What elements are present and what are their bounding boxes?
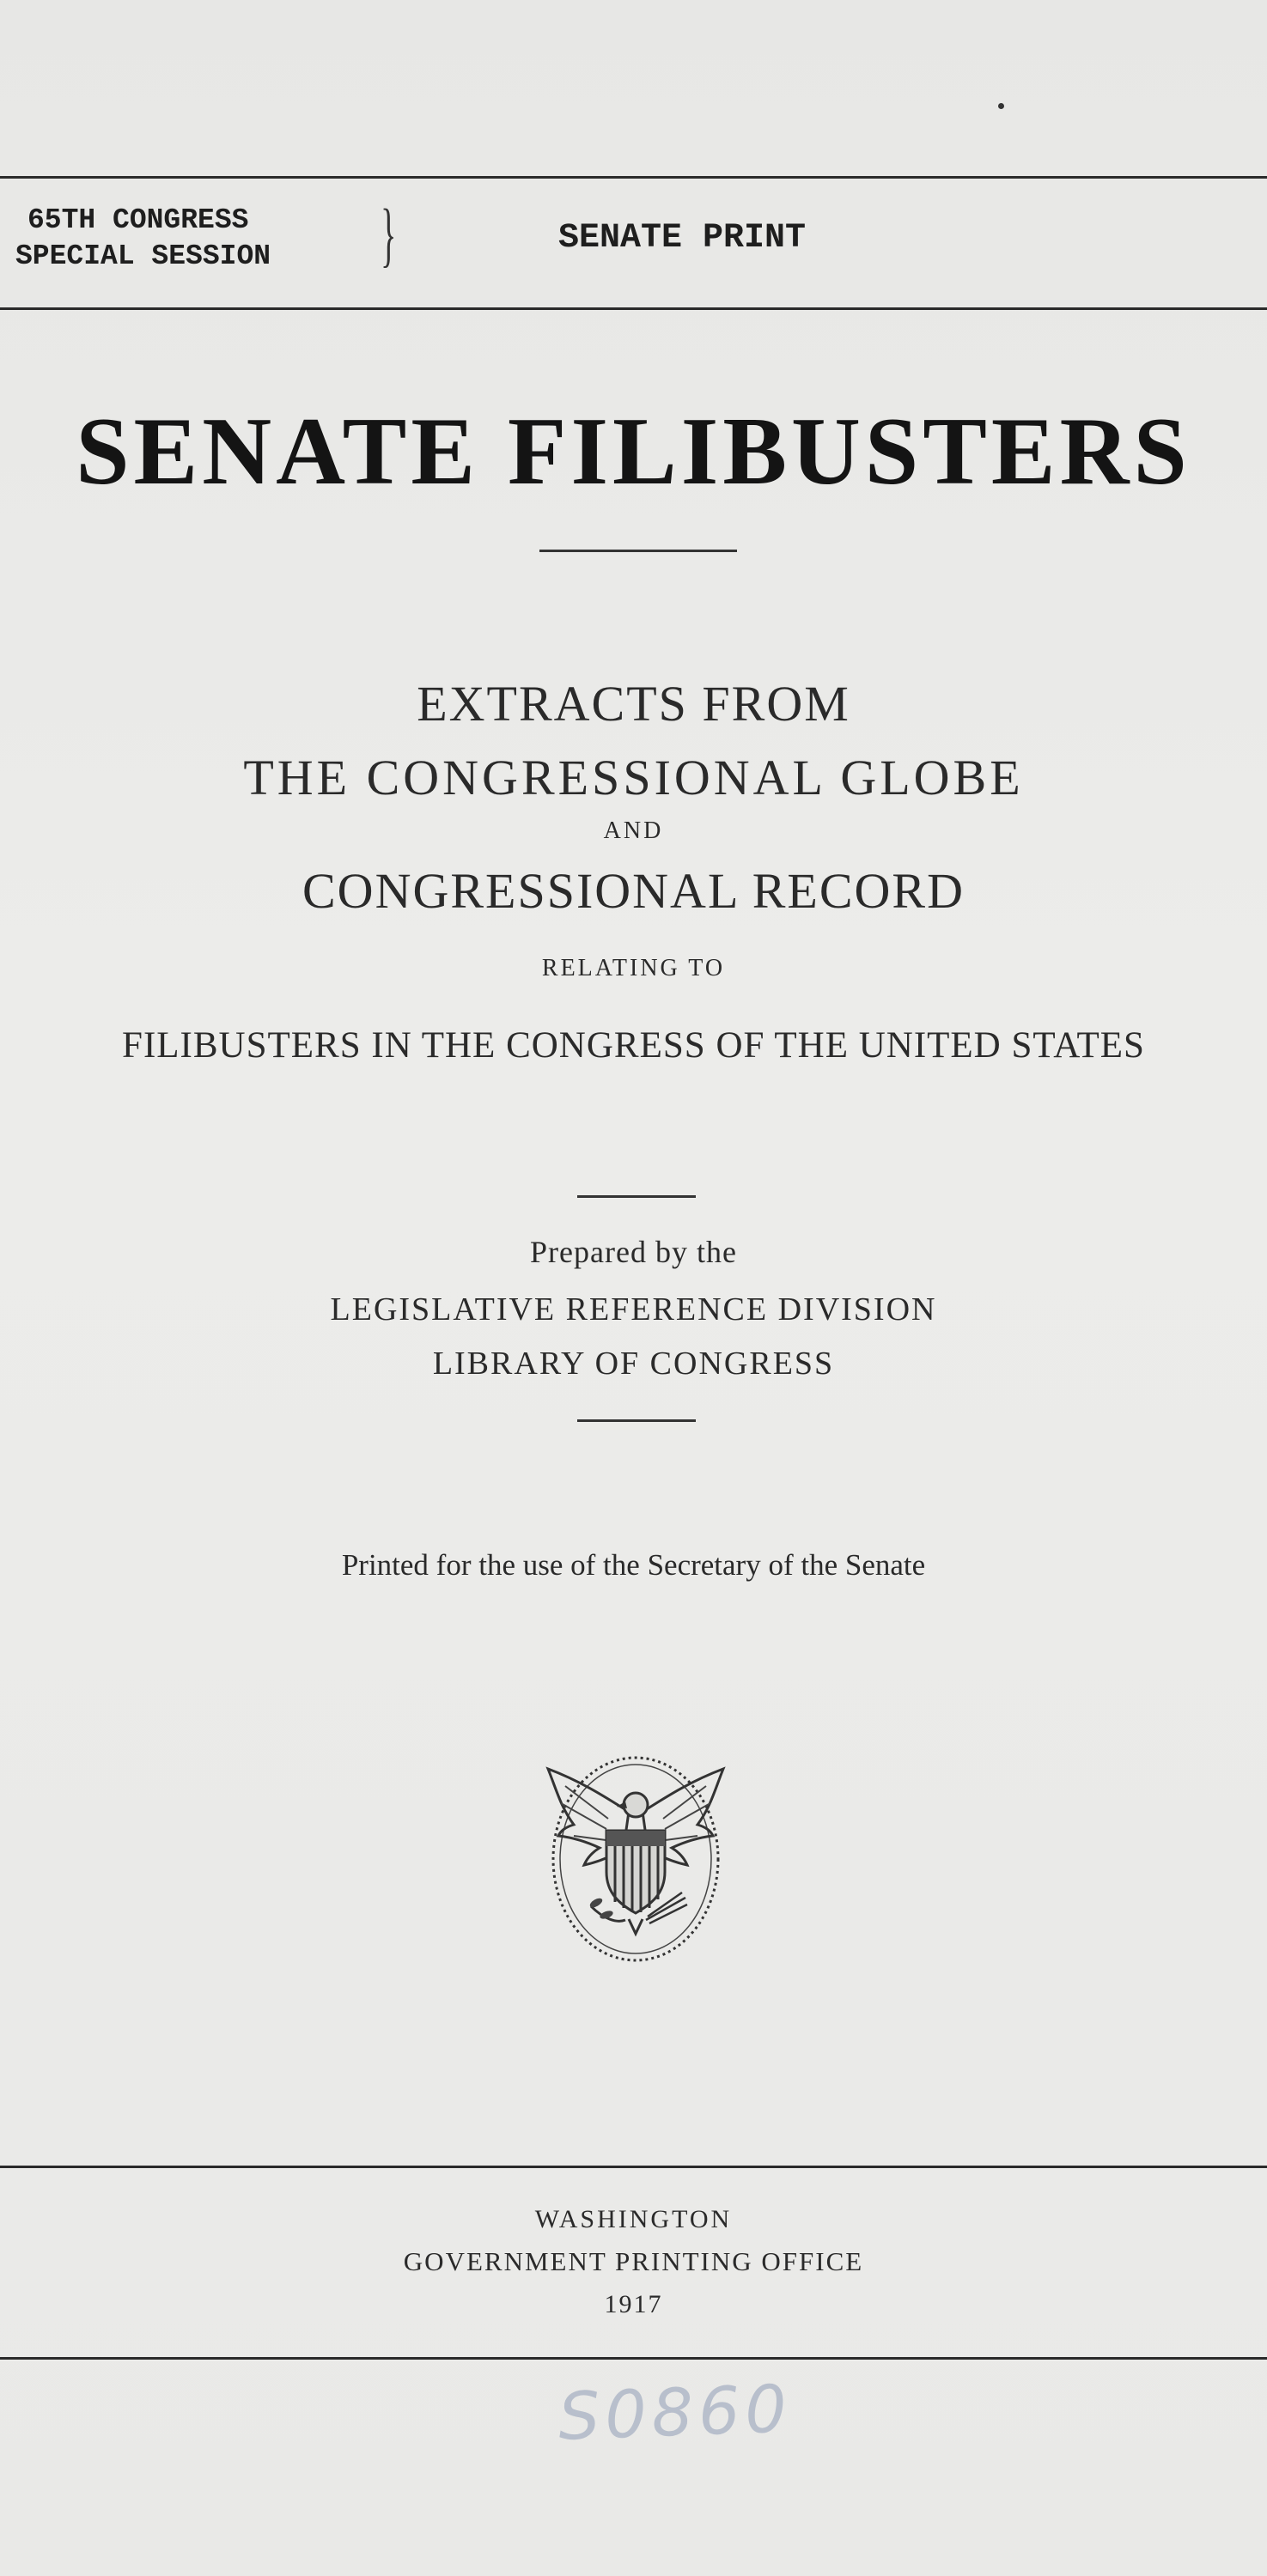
subtitle-line-6: FILIBUSTERS IN THE CONGRESS OF THE UNITED STATES xyxy=(122,1025,1145,1066)
imprint-publisher: GOVERNMENT PRINTING OFFICE xyxy=(403,2246,864,2276)
eagle-seal-icon xyxy=(539,1752,732,1971)
imprint-bottom-rule xyxy=(0,2357,1267,2360)
handwritten-call-number: S0860 xyxy=(557,2370,794,2455)
print-type-label: SENATE PRINT xyxy=(558,219,807,258)
subtitle-line-5: RELATING TO xyxy=(541,955,726,981)
subtitle-line-2: THE CONGRESSIONAL GLOBE xyxy=(243,750,1024,805)
imprint-year: 1917 xyxy=(604,2290,663,2318)
brace-mark: } xyxy=(381,195,397,275)
library-line: LIBRARY OF CONGRESS xyxy=(432,1346,835,1382)
subtitle-line-3: AND xyxy=(603,817,664,844)
congress-session-block xyxy=(15,203,376,275)
ink-speck xyxy=(998,103,1004,109)
title-rule xyxy=(539,550,737,552)
division-line: LEGISLATIVE REFERENCE DIVISION xyxy=(330,1291,937,1327)
document-title: SENATE FILIBUSTERS xyxy=(76,398,1191,505)
imprint-city: WASHINGTON xyxy=(534,2205,733,2233)
section-rule-2 xyxy=(577,1419,696,1422)
subtitle-line-4: CONGRESSIONAL RECORD xyxy=(302,863,965,919)
session-label: SPECIAL SESSION xyxy=(15,240,271,272)
printed-for-line: Printed for the use of the Secretary of the Senate xyxy=(341,1548,926,1582)
top-rule xyxy=(0,176,1267,179)
prepared-by-line: Prepared by the xyxy=(530,1235,737,1269)
subtitle-line-1: EXTRACTS FROM xyxy=(417,676,850,732)
congress-label: 65TH CONGRESS xyxy=(27,204,249,236)
section-rule-1 xyxy=(577,1195,696,1198)
header-rule xyxy=(0,307,1267,310)
imprint-top-rule xyxy=(0,2166,1267,2168)
